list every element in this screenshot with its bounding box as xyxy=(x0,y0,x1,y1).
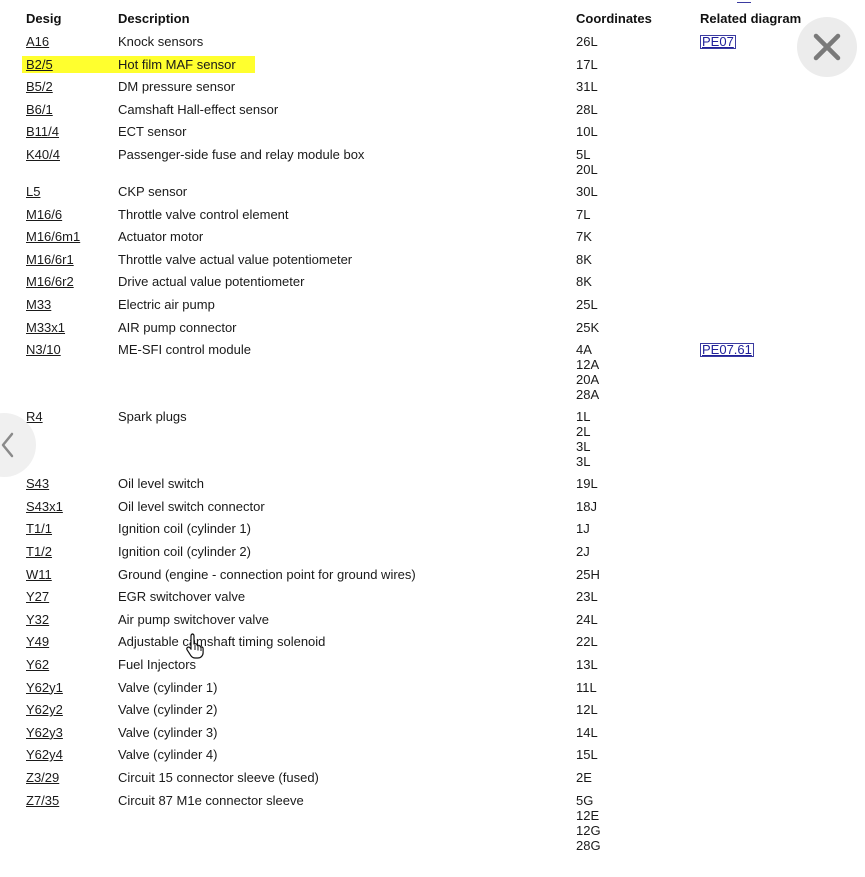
desig-link[interactable]: B6/1 xyxy=(26,101,53,117)
coordinate-value: 3L xyxy=(576,454,591,470)
coordinate-value: 30L xyxy=(576,184,598,199)
coordinate-value: 20A xyxy=(576,372,600,388)
desig-link[interactable]: Y62y4 xyxy=(26,747,63,763)
coordinates-cell xyxy=(576,657,598,672)
coordinates-cell xyxy=(576,409,590,469)
description-text: Hot film MAF sensor xyxy=(118,56,236,72)
coordinates-cell xyxy=(576,102,598,117)
desig-link[interactable]: S43 xyxy=(26,476,50,492)
coordinates-cell xyxy=(576,793,601,853)
coordinate-value: 8K xyxy=(576,274,592,290)
description-text: Camshaft Hall-effect sensor xyxy=(118,101,279,117)
coordinate-value: 13L xyxy=(576,657,598,672)
desig-link[interactable]: M33x1 xyxy=(26,319,66,335)
coordinates-cell xyxy=(576,147,598,177)
desig-link[interactable]: S43x1 xyxy=(26,498,63,514)
related-diagram-link[interactable]: PE07.61 xyxy=(702,342,752,358)
desig-link[interactable]: M16/6m1 xyxy=(26,229,81,245)
coordinates-cell xyxy=(576,297,598,312)
desig-link[interactable]: K40/4 xyxy=(26,147,60,162)
related-diagram-link[interactable]: PE07 xyxy=(702,34,734,49)
coordinates-cell xyxy=(576,702,598,717)
coordinates-cell xyxy=(576,320,599,335)
coordinate-value: 10L xyxy=(576,124,598,140)
related-diagram-cell xyxy=(700,342,754,357)
desig-link[interactable]: Y32 xyxy=(26,611,50,627)
description-text: ME-SFI control module xyxy=(118,342,251,358)
coordinates-cell xyxy=(576,725,598,740)
desig-link[interactable]: A16 xyxy=(26,34,50,49)
description-text: Oil level switch connector xyxy=(118,498,265,514)
desig-link[interactable]: T1/1 xyxy=(26,521,53,537)
coordinates-cell xyxy=(576,229,592,244)
header-related-diagram: Related diagram xyxy=(700,11,802,26)
coordinate-value: 20L xyxy=(576,162,598,177)
description-text: Drive actual value potentiometer xyxy=(118,274,305,290)
description-text: Throttle valve control element xyxy=(118,206,289,222)
coordinate-value: 17L xyxy=(576,56,598,72)
coordinate-value: 28G xyxy=(576,837,601,853)
coordinate-value: 18J xyxy=(576,498,597,514)
desig-link[interactable]: L5 xyxy=(26,184,41,199)
coordinate-value: 3L xyxy=(576,439,591,455)
desig-link[interactable]: Y62 xyxy=(26,657,50,672)
description-text: Oil level switch xyxy=(118,476,204,492)
desig-link[interactable]: B2/5 xyxy=(26,56,53,72)
desig-link[interactable]: Y62y3 xyxy=(26,724,63,740)
coordinate-value: 25H xyxy=(576,566,600,582)
description-text: Ground (engine - connection point for ground wires) xyxy=(118,566,416,582)
description-text: Adjustable camshaft timing solenoid xyxy=(118,634,326,650)
desig-link[interactable]: T1/2 xyxy=(26,544,53,559)
description-text: AIR pump connector xyxy=(118,319,237,335)
close-icon xyxy=(797,17,857,77)
coordinate-value: 23L xyxy=(576,589,598,605)
coordinate-value: 12E xyxy=(576,807,600,823)
coordinates-cell xyxy=(576,521,590,536)
coordinate-value: 12G xyxy=(576,822,601,838)
header-description: Description xyxy=(118,11,190,26)
description-text: Valve (cylinder 4) xyxy=(118,747,218,763)
coordinates-cell xyxy=(576,680,597,695)
coordinates-cell xyxy=(576,747,598,762)
coordinates-cell xyxy=(576,124,598,139)
coordinates-cell xyxy=(576,57,598,72)
desig-link[interactable]: Y27 xyxy=(26,589,50,605)
desig-link[interactable]: M16/6r1 xyxy=(26,251,74,267)
coordinate-value: 7L xyxy=(576,206,591,222)
coordinates-cell xyxy=(576,634,598,649)
description-text: Passenger-side fuse and relay module box xyxy=(118,147,365,162)
coordinate-value: 31L xyxy=(576,79,598,95)
coordinates-cell xyxy=(576,207,590,222)
chevron-left-icon xyxy=(0,431,16,459)
coordinate-value: 12A xyxy=(576,357,600,373)
coordinate-value: 26L xyxy=(576,34,598,49)
coordinate-value: 25L xyxy=(576,297,598,312)
desig-link[interactable]: M33 xyxy=(26,297,52,312)
coordinates-cell xyxy=(576,544,590,559)
table-header xyxy=(0,0,865,30)
coordinate-value: 24L xyxy=(576,611,598,627)
coordinate-value: 14L xyxy=(576,724,598,740)
coordinate-value: 1J xyxy=(576,521,590,537)
desig-link[interactable]: B11/4 xyxy=(26,124,60,140)
desig-link[interactable]: Z7/35 xyxy=(26,792,60,808)
description-text: Fuel Injectors xyxy=(118,657,197,672)
coordinates-cell xyxy=(576,342,599,402)
coordinate-value: 28L xyxy=(576,101,598,117)
description-text: Throttle valve actual value potentiometer xyxy=(118,251,353,267)
desig-link[interactable]: M16/6 xyxy=(26,206,63,222)
description-text: Valve (cylinder 3) xyxy=(118,724,218,740)
desig-link[interactable]: B5/2 xyxy=(26,79,53,95)
coordinate-value: 19L xyxy=(576,476,598,492)
coordinate-value: 2E xyxy=(576,770,592,785)
coordinates-cell xyxy=(576,79,598,94)
desig-link[interactable]: Y49 xyxy=(26,634,50,650)
coordinates-cell xyxy=(576,589,598,604)
coordinate-value: 1L xyxy=(576,409,591,425)
hand-pointer-icon xyxy=(184,632,208,660)
desig-link[interactable]: N3/10 xyxy=(26,342,61,358)
coordinate-value: 5G xyxy=(576,792,594,808)
coordinate-value: 12L xyxy=(576,702,598,718)
description-text: Valve (cylinder 1) xyxy=(118,679,218,695)
coordinate-value: 4A xyxy=(576,342,592,358)
desig-link[interactable]: W11 xyxy=(26,566,52,582)
coordinate-value: 7K xyxy=(576,229,592,245)
coordinates-cell xyxy=(576,34,598,49)
description-text: CKP sensor xyxy=(118,184,188,199)
coordinate-value: 11L xyxy=(576,679,597,695)
description-text: Electric air pump xyxy=(118,297,215,312)
coordinate-value: 8K xyxy=(576,251,592,267)
description-text: Ignition coil (cylinder 2) xyxy=(118,544,251,559)
description-text: DM pressure sensor xyxy=(118,79,236,95)
desig-link[interactable]: Y62y2 xyxy=(26,702,63,718)
description-text: Circuit 87 M1e connector sleeve xyxy=(118,792,304,808)
description-text: EGR switchover valve xyxy=(118,589,246,605)
description-text: ECT sensor xyxy=(118,124,187,140)
coordinate-value: 28A xyxy=(576,387,600,403)
header-coordinates: Coordinates xyxy=(576,11,652,26)
coordinate-value: 15L xyxy=(576,747,598,763)
close-button[interactable] xyxy=(797,17,857,77)
description-text: Spark plugs xyxy=(118,409,187,425)
coordinate-value: 22L xyxy=(576,634,598,650)
desig-link[interactable]: Y62y1 xyxy=(26,679,63,695)
coordinates-cell xyxy=(576,499,597,514)
header-desig: Desig xyxy=(26,11,62,26)
related-diagram-cell xyxy=(700,34,736,49)
description-text: Air pump switchover valve xyxy=(118,611,269,627)
description-text: Ignition coil (cylinder 1) xyxy=(118,521,251,537)
coordinate-value: 5L xyxy=(576,147,591,162)
coordinates-cell xyxy=(576,567,600,582)
coordinates-cell xyxy=(576,274,592,289)
coordinate-value: 2J xyxy=(576,544,590,559)
coordinates-cell xyxy=(576,476,598,491)
description-text: Circuit 15 connector sleeve (fused) xyxy=(118,770,319,785)
coordinate-value: 25K xyxy=(576,319,600,335)
desig-link[interactable]: Z3/29 xyxy=(26,770,60,785)
description-text: Valve (cylinder 2) xyxy=(118,702,218,718)
desig-link[interactable]: M16/6r2 xyxy=(26,274,74,290)
description-text: Knock sensors xyxy=(118,34,204,49)
coordinate-value: 2L xyxy=(576,424,591,440)
desig-link[interactable]: R4 xyxy=(26,409,43,425)
coordinates-cell xyxy=(576,184,598,199)
coordinates-cell xyxy=(576,252,592,267)
description-text: Actuator motor xyxy=(118,229,204,245)
coordinates-cell xyxy=(576,612,598,627)
coordinates-cell xyxy=(576,770,592,785)
